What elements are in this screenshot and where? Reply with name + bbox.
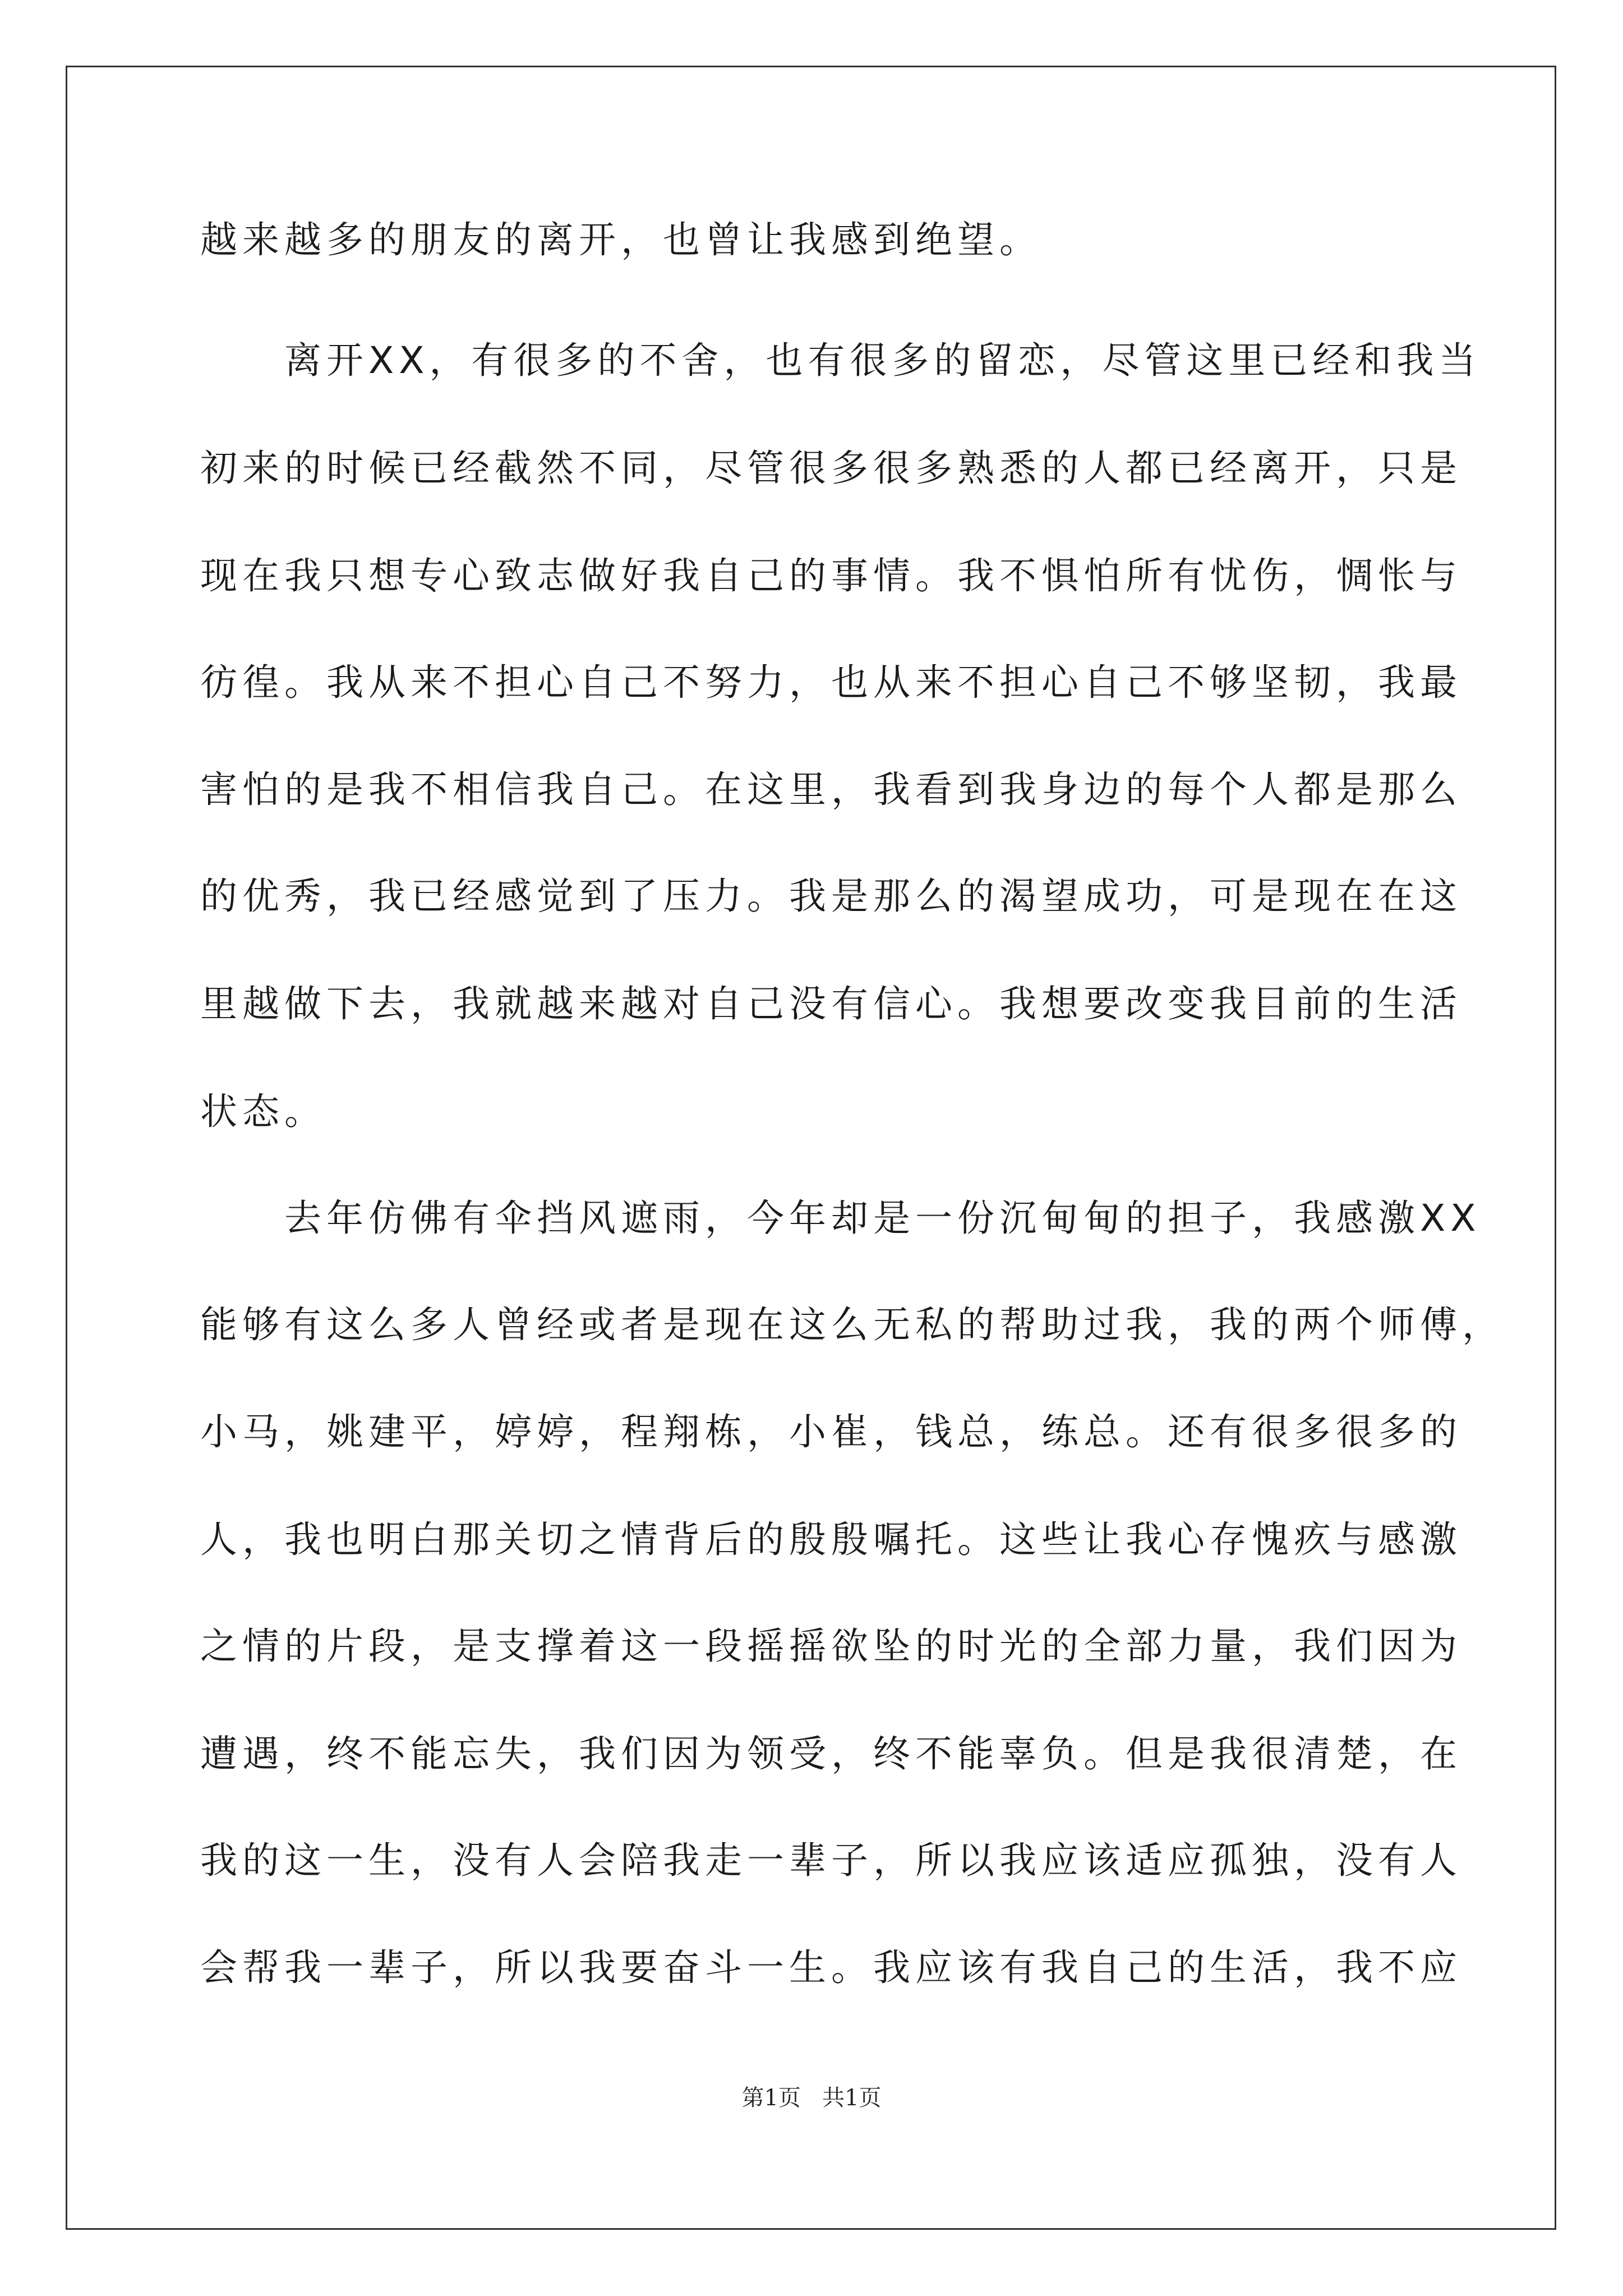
text-line: 彷徨。我从来不担心自己不努力，也从来不担心自己不够坚韧，我最 bbox=[200, 661, 1462, 704]
text-line: 害怕的是我不相信我自己。在这里，我看到我身边的每个人都是那么 bbox=[200, 768, 1462, 811]
text-line: 人，我也明白那关切之情背后的殷殷嘱托。这些让我心存愧疚与感激 bbox=[200, 1518, 1462, 1561]
text-line: 越来越多的朋友的离开，也曾让我感到绝望。 bbox=[200, 218, 1041, 261]
text-line: 的优秀，我已经感觉到了压力。我是那么的渴望成功，可是现在在这 bbox=[200, 875, 1462, 918]
paragraph-first-line: 离开XX，有很多的不舍，也有很多的留恋，尽管这里已经和我当 bbox=[284, 339, 1481, 382]
text-line: 状态。 bbox=[200, 1090, 326, 1133]
text-line: 初来的时候已经截然不同，尽管很多很多熟悉的人都已经离开，只是 bbox=[200, 447, 1462, 490]
text-line: 之情的片段，是支撑着这一段摇摇欲坠的时光的全部力量，我们因为 bbox=[200, 1625, 1462, 1668]
text-line: 里越做下去，我就越来越对自己没有信心。我想要改变我目前的生活 bbox=[200, 982, 1462, 1025]
text-line: 能够有这么多人曾经或者是现在这么无私的帮助过我，我的两个师傅， bbox=[200, 1303, 1504, 1346]
text-line: 现在我只想专心致志做好我自己的事情。我不惧怕所有忧伤，惆怅与 bbox=[200, 554, 1462, 597]
page-footer bbox=[0, 2084, 1623, 2112]
page-border bbox=[66, 66, 1556, 2230]
text-line: 遭遇，终不能忘失，我们因为领受，终不能辜负。但是我很清楚，在 bbox=[200, 1732, 1462, 1775]
text-line: 我的这一生，没有人会陪我走一辈子，所以我应该适应孤独，没有人 bbox=[200, 1839, 1462, 1882]
text-line: 小马，姚建平，婷婷，程翔栋，小崔，钱总，练总。还有很多很多的 bbox=[200, 1410, 1462, 1453]
paragraph-first-line: 去年仿佛有伞挡风遮雨，今年却是一份沉甸甸的担子，我感激XX bbox=[284, 1197, 1481, 1240]
text-line: 会帮我一辈子，所以我要奋斗一生。我应该有我自己的生活，我不应 bbox=[200, 1946, 1462, 1989]
page-number: 第1页 共1页 bbox=[741, 2085, 882, 2111]
